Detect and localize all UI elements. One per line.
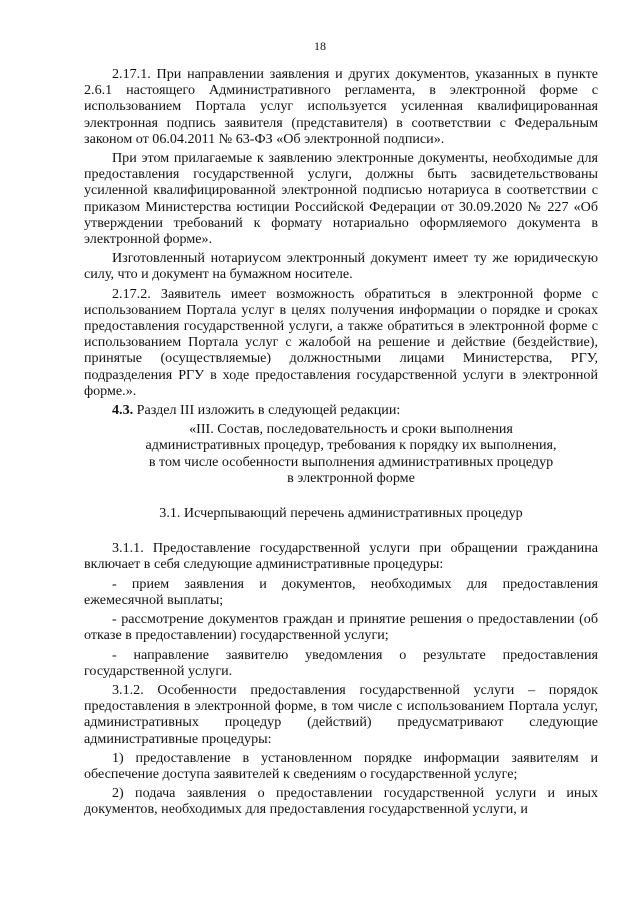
clause-number: 4.3.	[112, 402, 134, 419]
page-number: 18	[314, 39, 326, 53]
document-body	[84, 66, 598, 821]
list-item-reception: - прием заявления и документов, необходимых для предоставления ежемесячной выплаты;	[84, 575, 598, 608]
list-item-review: - рассмотрение документов граждан и принятие решения о предоставлении (об отказе в предоставлении) государственной услуги;	[84, 611, 598, 644]
list-item-information: 1) предоставление в установленном порядке информации заявителям и обеспечение доступа заявителей к сведениям о государственной услуге;	[84, 749, 598, 782]
clause-text: Раздел III изложить в следующей редакции:	[133, 402, 401, 419]
paragraph-legal-force: Изготовленный нотариусом электронный документ имеет ту же юридическую силу, что и документ на бумажном носителе.	[84, 250, 598, 283]
paragraph-3-1-1: 3.1.1. Предоставление государственной услуги при обращении гражданина включает в себя следующие административные процедуры:	[84, 540, 598, 573]
paragraph-3-1-2: 3.1.2. Особенности предоставления государственной услуги – порядок предоставления в электронной форме, в том числе с использованием Портала услуг, административных процедур (действий) предусматривают следующие административные процедуры:	[84, 681, 598, 747]
section-heading: «III. Состав, последовательность и сроки выполнения административных процедур, требования к порядку их выполнения, в том числе особенности выполнения административных процедур в электронной форме	[145, 421, 557, 486]
list-item-submission: 2) подача заявления о предоставлении государственной услуги и иных документов, необходимых для предоставления государственной услуги, и	[84, 785, 598, 818]
subsection-heading: 3.1. Исчерпывающий перечень административных процедур	[159, 505, 523, 522]
paragraph-notary-attachments: При этом прилагаемые к заявлению электронные документы, необходимые для предоставления государственной услуги, должны быть засвидетельствованы усиленной квалифицированной электронной подписью нотариуса в соответствии с приказом Министерства юстиции Российской Федерации от 30.09.2020 № 227 «Об утверждении требований к формату нотариально оформляемого документа в электронной форме».	[84, 150, 598, 248]
paragraph-2-17-2: 2.17.2. Заявитель имеет возможность обратиться в электронной форме с использованием Портала услуг в целях получения информации о порядке и сроках предоставления государственной услуги, а также обратиться в электронной форме с использованием Портала услуг с жалобой на решение и действие (бездействие), принятые (осуществляемые) должностными лицами Министерства, РГУ, подразделения РГУ в ходе предоставления государственной услуги в электронной форме.».	[84, 285, 598, 399]
list-item-notification: - направление заявителю уведомления о результате предоставления государственной услуги.	[84, 646, 598, 679]
paragraph-4-3	[84, 402, 598, 418]
paragraph-2-17-1: 2.17.1. При направлении заявления и других документов, указанных в пункте 2.6.1 настоящего Административного регламента, в электронной форме с использованием Портала услуг используется усиленная квалифицированная электронная подпись заявителя (представителя) в соответствии с Федеральным законом от 06.04.2011 № 63-ФЗ «Об электронной подписи».	[84, 66, 598, 147]
